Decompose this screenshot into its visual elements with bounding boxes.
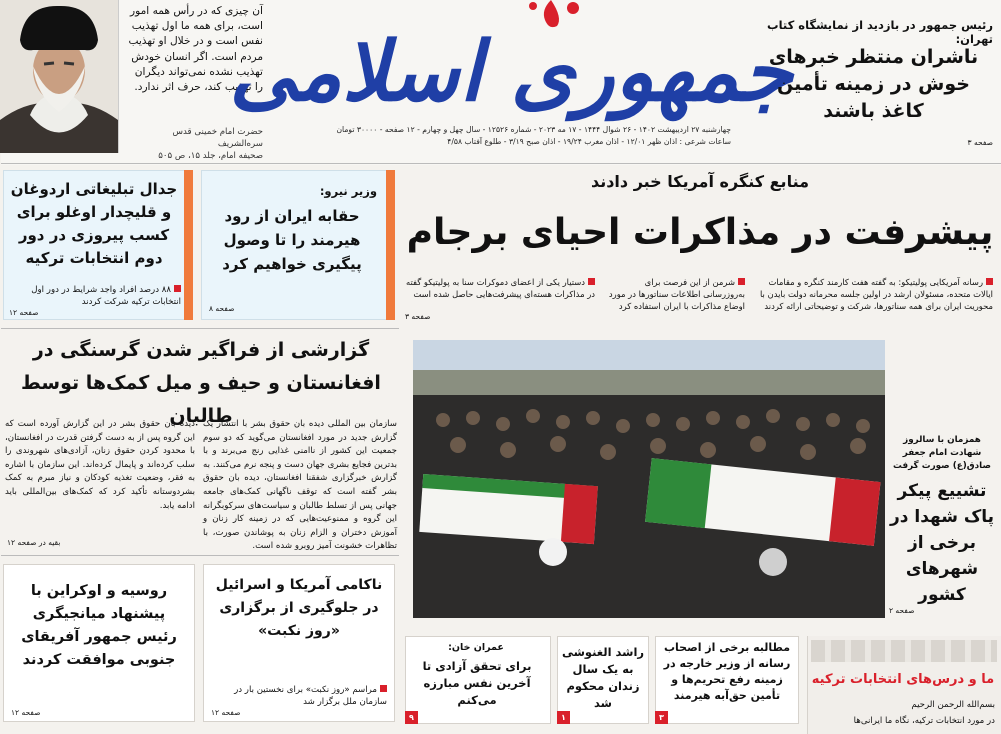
afghan-headline: گزارشی از فراگیر شدن گرسنگی در افغانستان و حیف و میل کمک‌ها توسط طالبان (21, 339, 381, 427)
section-divider (1, 555, 399, 556)
funeral-photo (413, 340, 885, 618)
foreign-minister-headline: مطالبه برخی از اصحاب رسانه از وزیر خارجه در زمینه رفع تحریم‌ها و تأمین حق‌آبه هیرمند (663, 641, 791, 702)
erdogan-summary-text: ۸۸ درصد افراد واجد شرایط در دور اول انتخابات ترکیه شرکت کردند (31, 285, 181, 307)
page-badge: ۹ (405, 711, 418, 724)
nakba-summary-text: مراسم «روز نکبت» برای نخستین بار در سازمان ملل برگزار شد (234, 685, 387, 707)
portrait-photo (1, 0, 119, 153)
lead-col-1-text: رسانه آمریکایی پولیتیکو: به گفته هفت کارمند کنگره و مقامات ایالات متحده، مسئولان ارشد در اولین جلسه محرمانه دولت بایدن با محوریت ایران برای همه سناتورها، شرکت و توضیحاتی ارائه کردند (760, 277, 993, 311)
editorial-text: در مورد انتخابات ترکیه، نگاه ما ایرانی‌ها (853, 716, 995, 726)
quote-source-line: حضرت امام خمینی قدس سره‌الشریف (172, 127, 263, 149)
lead-col-1 (753, 276, 993, 312)
bullet-icon (986, 278, 993, 285)
water-kicker: وزیر نیرو: (319, 184, 377, 198)
lead-col-3 (405, 276, 595, 300)
logo-text: جمهوری اسلامی (229, 24, 793, 120)
page-ref: بقیه در صفحه ۱۲ (7, 538, 61, 547)
page-ref: صفحه ۱۲ (211, 708, 241, 717)
afghan-col-left: دیده بان حقوق بشر در این گزارش آورده است که این گروه پس از به دست گرفتن قدرت در افغانستان، با محدود کردن حقوق زنان، آزادی‌های شهروندی را سلب کرده‌اند و پایمال کرده‌اند. این سازمان با اشاره به فقر، وضعیت تغذیه کودکان و نیاز مبرم به کمک بشردوستانه تأکید کرد که کمک‌های بین‌المللی باید ادامه یابد. (5, 419, 195, 511)
editorial-header-pattern (811, 640, 997, 662)
erdogan-headline: جدال تبلیغاتی اردوغان و قلیچدار اوغلو برای کسب پیروزی در دور دوم انتخابات ترکیه (10, 180, 178, 267)
section-divider (1, 328, 399, 329)
box-accent-bar (386, 170, 395, 320)
bullet-icon (588, 278, 595, 285)
top-right-kicker: رئیس جمهور در بازدید از نمایشگاه کتاب تهران: (767, 18, 993, 46)
page-ref: صفحه ۸ (209, 304, 235, 313)
page-ref: صفحه ۳ (405, 312, 431, 321)
lead-col-2 (601, 276, 745, 312)
masthead-divider (1, 163, 1001, 164)
nakba-summary (211, 684, 387, 708)
prayer-times-line: ساعات شرعی : اذان ظهر ۱۲/۰۱ - اذان مغرب ۱۹/۲۴ - اذان صبح ۳/۱۹ - طلوع آفتاب ۴/۵۸ (447, 137, 731, 146)
photo-headline: تشییع پیکر پاک شهدا در برخی از شهرهای کشور (889, 481, 995, 605)
top-right-headline: ناشران منتظر خبرهای خوش در زمینه تأمین کاغذ باشند (768, 46, 979, 122)
editorial-title: ما و درس‌های انتخابات ترکیه (811, 672, 995, 687)
page-ref: صفحه ۳ (967, 138, 993, 147)
lead-col-3-text: دستیار یکی از اعضای دموکرات سنا به پولیتیکو گفته در مذاکرات هسته‌ای پیشرفت‌هایی حاصل شده است (406, 277, 595, 299)
newspaper-logo (229, 0, 793, 125)
page-badge: ۱ (557, 711, 570, 724)
imran-kicker: عمران خان: (448, 642, 504, 653)
water-headline: حقابه ایران از رود هیرمند را تا وصول پیگیری خواهیم کرد (222, 207, 362, 273)
ghannouchi-headline: راشد الغنوشی به یک سال زندان محکوم شد (561, 645, 645, 710)
bullet-icon (174, 285, 181, 292)
box-accent-bar (184, 170, 193, 320)
russia-headline: روسیه و اوکراین با پیشنهاد میانجیگری رئیس جمهور آفریقای جنوبی موافقت کردند (21, 583, 177, 668)
photo-kicker: همزمان با سالروز شهادت امام جعفر صادق(ع) صورت گرفت (893, 435, 991, 471)
date-issue-line: چهارشنبه ۲۷ اردیبهشت ۱۴۰۲ - ۲۶ شوال ۱۴۴۴ - ۱۷ مه ۲۰۲۳ - شماره ۱۲۵۲۶ - سال چهل و چهارم - ۱۲ صفحه - ۳۰۰۰۰ تومان (336, 125, 731, 134)
lead-headline: پیشرفت در مذاکرات احیای برجام (406, 212, 994, 253)
dateline (301, 124, 731, 148)
lead-col-2-text: شرمن از این فرصت برای به‌روزرسانی اطلاعات سناتورها در مورد اوضاع مذاکرات با ایران استفاده کرد (608, 277, 745, 311)
bullet-icon (738, 278, 745, 285)
imran-headline: برای تحقق آزادی تا آخرین نفس مبارزه می‌کنم (422, 659, 532, 707)
imam-quote: آن چیزی که در رأس همه امور است، برای همه ما اول تهذیب نفس است و در خلال او تهذیب مردم است. اگر انسان خودش تهذیب نشده نمی‌تواند دیگران را تهذیب کند، حرف اثر ندارد. (128, 5, 263, 94)
page-ref: صفحه ۱۲ (11, 708, 41, 717)
erdogan-summary (7, 284, 181, 308)
page-badge: ۳ (655, 711, 668, 724)
afghan-col-right: سازمان بین المللی دیده بان حقوق بشر با انتشار یک گزارش جدید در مورد افغانستان می‌گوید که دو سوم جمعیت این کشور از ناامنی غذایی رنج می‌برند و با بدترین فجایع بشری جهان دست و پنجه نرم می‌کنند. به گزارش خبرگزاری شفقنا افغانستان، دیده بان حقوق بشر گفته است که توقف ناگهانی کمک‌های جامعه جهانی پس از تسلط طالبان و سیاست‌های سرکوبگرانه این گروه و ممنوعیت‌هایی که در زمینه کار زنان و آموزش دختران و الزام زنان به پوشاندن صورت، با تظاهرات خشونت آمیز روبرو شده است. (203, 419, 397, 552)
nakba-headline: ناکامی آمریکا و اسرائیل در جلوگیری از برگزاری «روز نکبت» (215, 577, 383, 639)
editorial-opening: بسم‌الله الرحمن الرحیم (911, 700, 995, 710)
bullet-icon (380, 685, 387, 692)
quote-source-line: صحیفه امام، جلد ۱۵، ص ۵۰۵ (158, 151, 263, 161)
page-ref: صفحه ۲ (889, 606, 915, 615)
lead-kicker: منابع کنگره آمریکا خبر دادند (590, 172, 810, 191)
quote-source (125, 126, 263, 162)
page-ref: صفحه ۱۲ (9, 308, 39, 317)
